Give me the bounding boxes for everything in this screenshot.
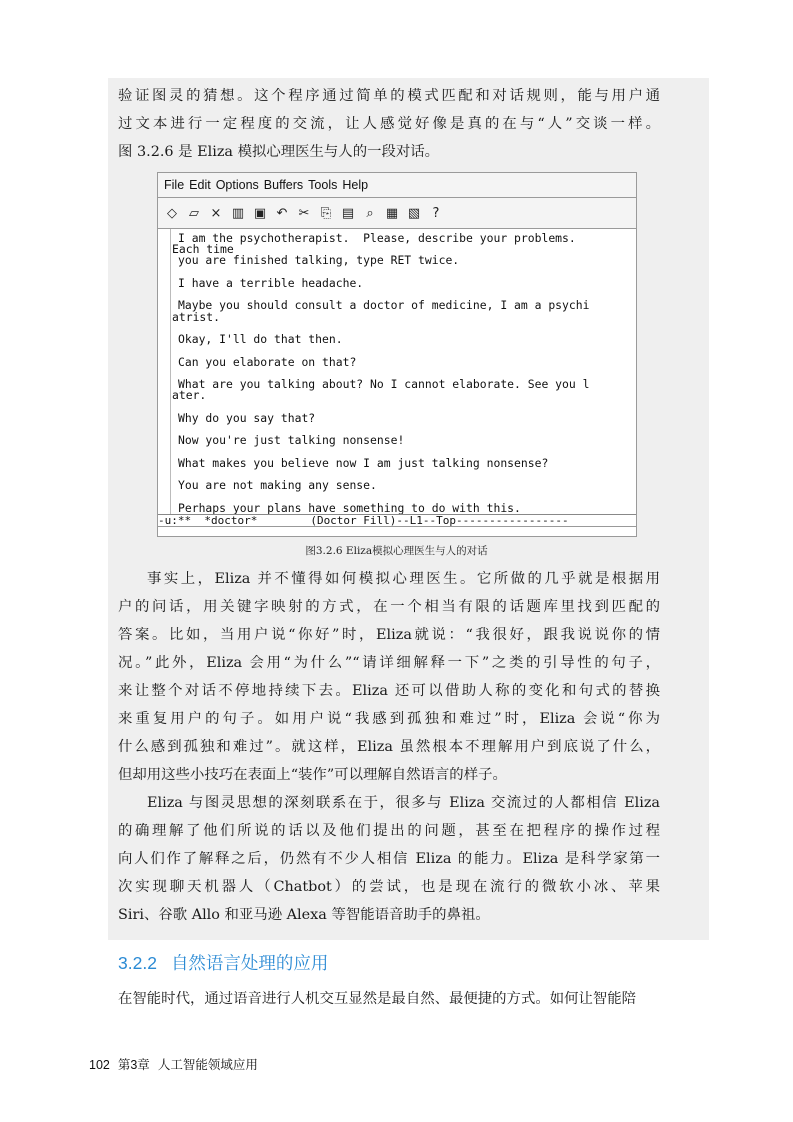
buffer-text: Okay, I'll do that then. (178, 332, 343, 347)
text-line: 验证图灵的猜想。这个程序通过简单的模式匹配和对话规则，能与用户通 (118, 88, 660, 104)
dialogue-line (172, 377, 628, 403)
toolbar-icon[interactable]: ▦ (385, 205, 399, 221)
menu-item-file[interactable]: File (164, 178, 185, 192)
menu-item-options[interactable]: Options (215, 178, 259, 192)
text-line: 的确理解了他们所说的话以及他们提出的问题，甚至在把程序的操作过程 (118, 823, 660, 839)
section-number: 3.2.2 (118, 953, 157, 973)
emacs-modeline: -u:** *doctor* (Doctor Fill)--L1--Top----------------- (158, 514, 636, 527)
toolbar-icon[interactable]: ↶ (276, 205, 288, 221)
buffer-text: What are you talking about? No I cannot elaborate. See you l (178, 377, 590, 392)
text-line: 图 3.2.6 是 Eliza 模拟心理医生与人的一段对话。 (118, 144, 440, 160)
dialogue-line (178, 480, 628, 491)
section-title: 自然语言处理的应用 (170, 953, 329, 973)
dialogue-line (172, 298, 628, 324)
doctor-buffer (172, 231, 628, 515)
text-line: 过文本进行一定程度的交流，让人感觉好像是真的在与“人”交谈一样。 (118, 116, 660, 132)
buffer-text: Each time (172, 242, 234, 257)
text-line: 来重复用户的句子。如用户说“我感到孤独和难过”时，Eliza 会说“你为 (118, 711, 660, 727)
buffer-text: I am the psychotherapist. Please, describe your problems. (178, 231, 576, 245)
text-line: 在智能时代，通过语音进行人机交互显然是最自然、最便捷的方式。如何让智能陪 (118, 991, 637, 1007)
toolbar-icon[interactable]: ▧ (407, 205, 421, 221)
page-footer (89, 1055, 266, 1073)
section-heading (118, 950, 328, 975)
eliza-emacs-figure (157, 172, 637, 537)
buffer-text: What makes you believe now I am just talking nonsense? (178, 455, 549, 470)
buffer-text: you are finished talking, type RET twice. (178, 253, 460, 268)
footer-chapter: 第3章 (117, 1058, 150, 1072)
paragraph-eliza-explanation (118, 565, 660, 789)
buffer-text: Why do you say that? (178, 410, 316, 425)
figure-caption: 图3.2.6 Eliza模拟心理医生与人的对话 (305, 545, 488, 557)
text-line: 答案。比如，当用户说“你好”时，Eliza就说：“我很好，跟我说说你的情 (118, 627, 660, 643)
text-line: 但却用这些小技巧在表面上“装作”可以理解自然语言的样子。 (118, 767, 507, 783)
emacs-toolbar (158, 198, 636, 229)
footer-chapter-title: 人工智能领域应用 (157, 1058, 258, 1072)
toolbar-icon[interactable]: ▤ (341, 205, 355, 221)
toolbar-icon[interactable]: ▱ (189, 205, 199, 221)
dialogue-line (172, 231, 628, 268)
dialogue-line (178, 410, 628, 425)
paragraph-eliza-turing (118, 789, 660, 929)
text-line: 什么感到孤独和难过”。就这样，Eliza 虽然根本不理解用户到底说了什么， (118, 739, 660, 755)
menu-item-buffers[interactable]: Buffers (263, 178, 304, 192)
menu-item-tools[interactable]: Tools (308, 178, 338, 192)
buffer-text: Can you elaborate on that? (178, 354, 357, 369)
toolbar-icon[interactable]: ✂ (298, 205, 310, 221)
text-line: 来让整个对话不停地持续下去。Eliza 还可以借助人称的变化和句式的替换 (118, 683, 660, 699)
buffer-text: You are not making any sense. (178, 478, 377, 493)
dialogue-line (178, 354, 628, 369)
buffer-text: atrist. (172, 309, 221, 324)
buffer-text: ater. (172, 388, 207, 403)
text-line: 事实上，Eliza 并不懂得如何模拟心理医生。它所做的几乎就是根据用 (147, 571, 660, 587)
menu-item-help[interactable]: Help (342, 178, 369, 192)
toolbar-icon[interactable]: ▣ (253, 205, 267, 221)
intro-paragraph (118, 82, 660, 166)
text-line: Eliza 与图灵思想的深刻联系在于，很多与 Eliza 交流过的人都相信 Eliza (147, 795, 660, 811)
dialogue-line (178, 455, 628, 470)
buffer-text: Perhaps your plans have something to do with this. (178, 500, 521, 515)
toolbar-icon[interactable]: ? (432, 205, 440, 221)
dialogue-line (178, 334, 628, 345)
text-line: 次实现聊天机器人（Chatbot）的尝试，也是现在流行的微软小冰、苹果 (118, 879, 660, 895)
paragraph-smart-era (118, 985, 710, 1013)
text-line: 向人们作了解释之后，仍然有不少人相信 Eliza 的能力。Eliza 是科学家第一 (118, 851, 660, 867)
text-line: 户的问话，用关键字映射的方式，在一个相当有限的话题库里找到匹配的 (118, 599, 660, 615)
emacs-minibuffer (158, 526, 636, 537)
buffer-text: I have a terrible headache. (178, 275, 364, 290)
dialogue-line (178, 275, 628, 290)
left-fringe (158, 229, 171, 515)
dialogue-line (178, 500, 628, 515)
toolbar-icon[interactable]: ▥ (231, 205, 245, 221)
toolbar-icon[interactable]: ◇ (167, 205, 177, 221)
dialogue-line (178, 435, 628, 446)
page-number: 102 (89, 1058, 110, 1072)
buffer-text: Now you're just talking nonsense! (178, 433, 405, 448)
text-line: Siri、谷歌 Allo 和亚马逊 Alexa 等智能语音助手的鼻祖。 (118, 907, 490, 923)
text-line: 况。”此外，Eliza 会用“为什么”“请详细解释一下”之类的引导性的句子， (118, 655, 660, 671)
emacs-menubar (158, 173, 636, 198)
toolbar-icon[interactable]: ⌕ (366, 205, 374, 221)
menu-item-edit[interactable]: Edit (189, 178, 211, 192)
buffer-text: Maybe you should consult a doctor of medicine, I am a psychi (178, 298, 590, 313)
toolbar-icon[interactable]: × (210, 205, 222, 221)
emacs-text-area (158, 229, 636, 515)
toolbar-icon[interactable]: ⎘ (320, 205, 332, 221)
